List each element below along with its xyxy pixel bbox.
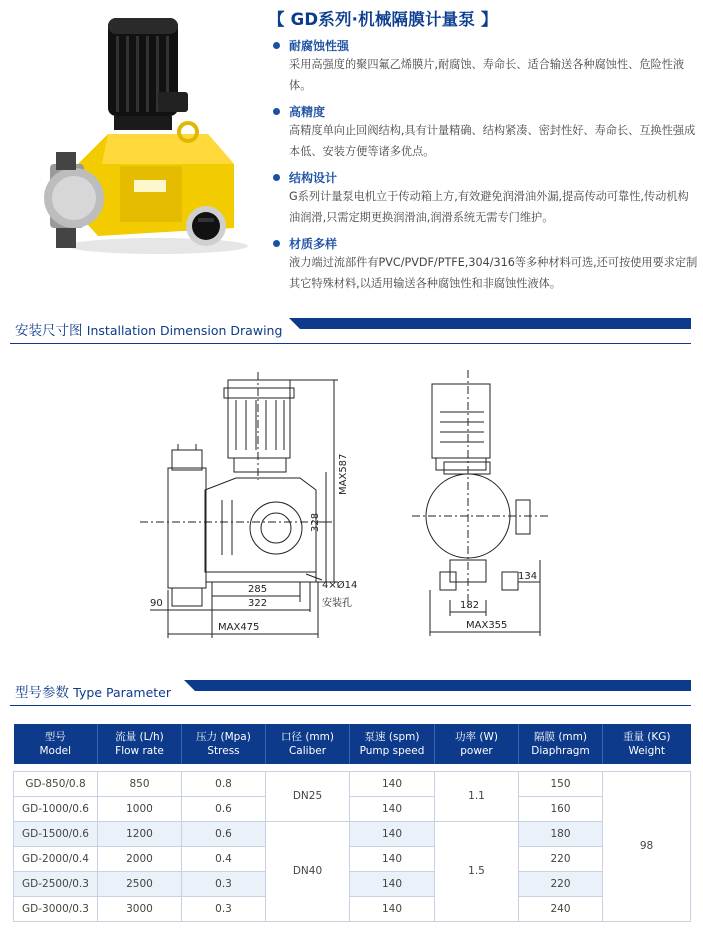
table-header-row [14, 724, 691, 764]
dim-285: 285 [248, 584, 268, 595]
section-title: 型号参数 Type Parameter [15, 685, 172, 701]
base-plate [206, 572, 316, 582]
bullet-icon [273, 240, 280, 247]
bullet-icon [273, 108, 280, 115]
feature-item [270, 102, 698, 162]
feature-description: 高精度单向止回阀结构,具有计量精确、结构紧凑、密封性好、寿命长、互换性强成本低、安装方便等诸多优点。 [289, 124, 696, 158]
feature-list [270, 36, 698, 300]
cell-caliber: DN25 [266, 771, 350, 821]
dim-90: 90 [150, 598, 163, 609]
cell-diaphragm: 220 [519, 846, 603, 871]
feature-description: G系列计量泵电机立于传动箱上方,有效避免润滑油外漏,提高传动可靠性,传动机构油润滑,只需定期更换润滑油,润滑系统无需专门维护。 [289, 190, 689, 224]
header-rule [10, 343, 691, 345]
cell-flow: 2000 [98, 846, 182, 871]
table-row [14, 796, 691, 821]
cell-speed: 140 [350, 796, 435, 821]
table-row [14, 846, 691, 871]
feature-title: 耐腐蚀性强 [289, 38, 350, 53]
feature-description: 液力端过流部件有PVC/PVDF/PTFE,304/316等多种材料可选,还可按使用要求定制其它特殊材料,以适用输送各种腐蚀性和非腐蚀性液体。 [289, 256, 698, 290]
dim-328: 328 [310, 512, 321, 532]
cell-diaphragm: 220 [519, 871, 603, 896]
cell-speed: 140 [350, 846, 435, 871]
column-header: 流量 (L/h) Flow rate [98, 724, 182, 764]
cell-diaphragm: 240 [519, 896, 603, 921]
dim-max475: MAX475 [218, 622, 260, 633]
cell-stress: 0.4 [182, 846, 266, 871]
header-bar [195, 680, 691, 691]
cell-stress: 0.3 [182, 871, 266, 896]
cell-caliber: DN40 [266, 821, 350, 921]
column-header: 泵速 (spm) Pump speed [350, 724, 435, 764]
cell-model: GD-1000/0.6 [14, 796, 98, 821]
cell-power: 1.1 [435, 771, 519, 821]
dim-holes: 4×Ø14 [322, 580, 358, 591]
header-bar [300, 318, 691, 329]
product-title: 【 GD系列·机械隔膜计量泵 】 [268, 10, 498, 29]
cell-speed: 140 [350, 871, 435, 896]
cell-stress: 0.8 [182, 771, 266, 796]
header-bar-tail [184, 680, 195, 691]
cell-speed: 140 [350, 771, 435, 796]
param-section-header [0, 678, 703, 706]
header-bar-tail [289, 318, 300, 329]
cell-stress: 0.6 [182, 821, 266, 846]
dim-322: 322 [248, 598, 268, 609]
column-header: 口径 (mm) Caliber [266, 724, 350, 764]
dim-max355: MAX355 [466, 620, 508, 631]
table-row [14, 896, 691, 921]
cell-stress: 0.3 [182, 896, 266, 921]
installation-drawing [0, 350, 703, 640]
column-header: 压力 (Mpa) Stress [182, 724, 266, 764]
cell-speed: 140 [350, 896, 435, 921]
table-row [14, 771, 691, 796]
cell-flow: 1200 [98, 821, 182, 846]
header-rule [10, 705, 691, 707]
cell-flow: 1000 [98, 796, 182, 821]
cell-model: GD-2000/0.4 [14, 846, 98, 871]
side-motor [432, 384, 490, 458]
dim-holes-label: 安装孔 [322, 598, 352, 609]
cell-diaphragm: 150 [519, 771, 603, 796]
bullet-icon [273, 174, 280, 181]
dim-max587: MAX587 [338, 453, 349, 495]
dimension-section-header [0, 316, 703, 344]
feature-item [270, 168, 698, 228]
cell-model: GD-1500/0.6 [14, 821, 98, 846]
column-header: 隔膜 (mm) Diaphragm [519, 724, 603, 764]
cell-speed: 140 [350, 821, 435, 846]
feature-item [270, 36, 698, 96]
cell-diaphragm: 160 [519, 796, 603, 821]
feature-item [270, 234, 698, 294]
table-row [14, 871, 691, 896]
section-title: 安装尺寸图 Installation Dimension Drawing [15, 323, 283, 339]
gearbox-cover [250, 502, 302, 554]
cell-flow: 2500 [98, 871, 182, 896]
cell-flow: 850 [98, 771, 182, 796]
cell-model: GD-2500/0.3 [14, 871, 98, 896]
cell-power: 1.5 [435, 821, 519, 921]
feature-title: 高精度 [289, 104, 326, 119]
parameter-table [13, 724, 691, 922]
cell-model: GD-850/0.8 [14, 771, 98, 796]
cell-weight: 98 [603, 771, 691, 921]
cell-diaphragm: 180 [519, 821, 603, 846]
column-header: 型号 Model [14, 724, 98, 764]
column-header: 重量 (KG) Weight [603, 724, 691, 764]
feature-title: 材质多样 [289, 236, 338, 251]
pump-head [168, 468, 206, 588]
feature-description: 采用高强度的聚四氟乙烯膜片,耐腐蚀、寿命长、适合输送各种腐蚀性、危险性液体。 [289, 58, 685, 92]
dim-134: 134 [518, 571, 538, 582]
table-row [14, 821, 691, 846]
pump-photo [38, 14, 260, 258]
cell-flow: 3000 [98, 896, 182, 921]
cell-model: GD-3000/0.3 [14, 896, 98, 921]
bullet-icon [273, 42, 280, 49]
dim-182: 182 [460, 600, 480, 611]
feature-title: 结构设计 [289, 170, 338, 185]
motor-outline [228, 380, 290, 458]
column-header: 功率 (W) power [435, 724, 519, 764]
motor-fan-cover [224, 388, 294, 398]
cell-stress: 0.6 [182, 796, 266, 821]
